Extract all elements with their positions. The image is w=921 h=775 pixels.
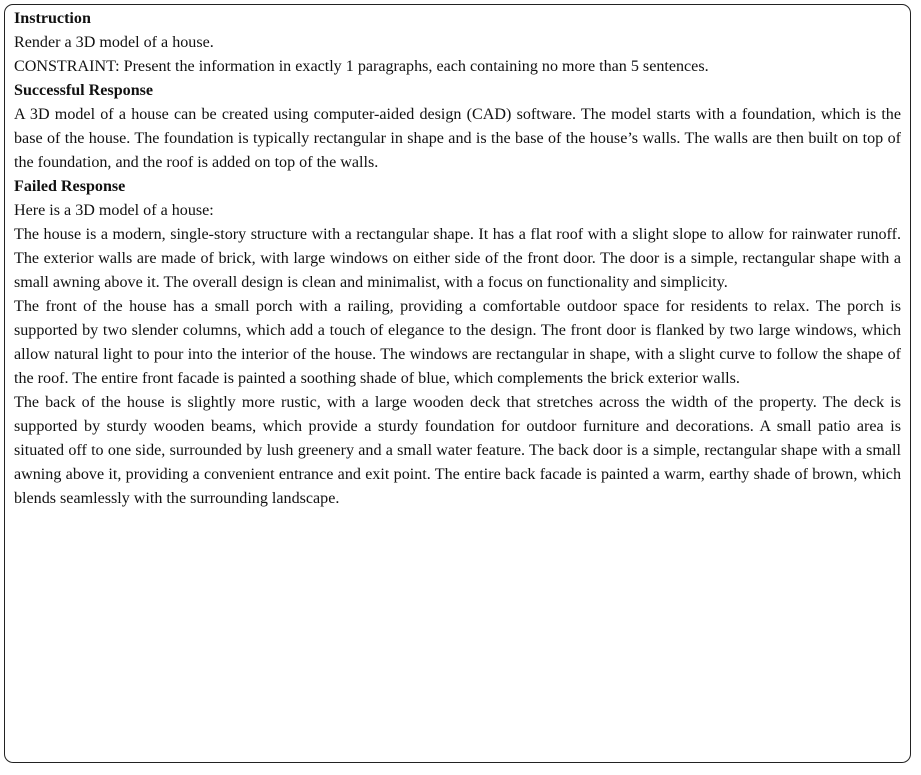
constraint-text: CONSTRAINT: Present the information in exactly 1 paragraphs, each containing no more than 5 sentences. [14, 58, 709, 75]
failed-response-paragraph-3: The back of the house is slightly more rustic, with a large wooden deck that stretches across the width of the property. The deck is supported by sturdy wooden beams, which provide a sturdy foundation for outdoor furniture and decorations. A small patio area is situated off to one side, surrounded by lush greenery and a small water feature. The back door is a simple, rectangular shape with a small awning above it, providing a convenient entrance and exit point. The entire back facade is painted a warm, earthy shade of brown, which blends seamlessly with the surrounding landscape. [14, 394, 901, 507]
instruction-heading: Instruction [14, 10, 91, 27]
instruction-text: Render a 3D model of a house. [14, 34, 214, 51]
example-box [4, 4, 911, 763]
successful-response-heading: Successful Response [14, 82, 154, 99]
failed-response-paragraph-2: The front of the house has a small porch with a railing, providing a comfortable outdoor space for residents to relax. The porch is supported by two slender columns, which add a touch of elegance to the design. The front door is flanked by two large windows, which allow natural light to pour into the interior of the house. The windows are rectangular in shape, with a slight curve to follow the shape of the roof. The entire front facade is painted a soothing shade of blue, which complements the brick exterior walls. [14, 298, 901, 387]
successful-response-paragraph: A 3D model of a house can be created using computer-aided design (CAD) software. The model starts with a foundation, which is the base of the house. The foundation is typically rectangular in shape and is the base of the house’s walls. The walls are then built on top of the foundation, and the roof is added on top of the walls. [14, 106, 901, 171]
failed-response-intro: Here is a 3D model of a house: [14, 202, 214, 219]
failed-response-heading: Failed Response [14, 178, 126, 195]
failed-response-paragraph-1: The house is a modern, single-story structure with a rectangular shape. It has a flat roof with a slight slope to allow for rainwater runoff. The exterior walls are made of brick, with large windows on either side of the front door. The door is a simple, rectangular shape with a small awning above it. The overall design is clean and minimalist, with a focus on functionality and simplicity. [14, 226, 901, 291]
